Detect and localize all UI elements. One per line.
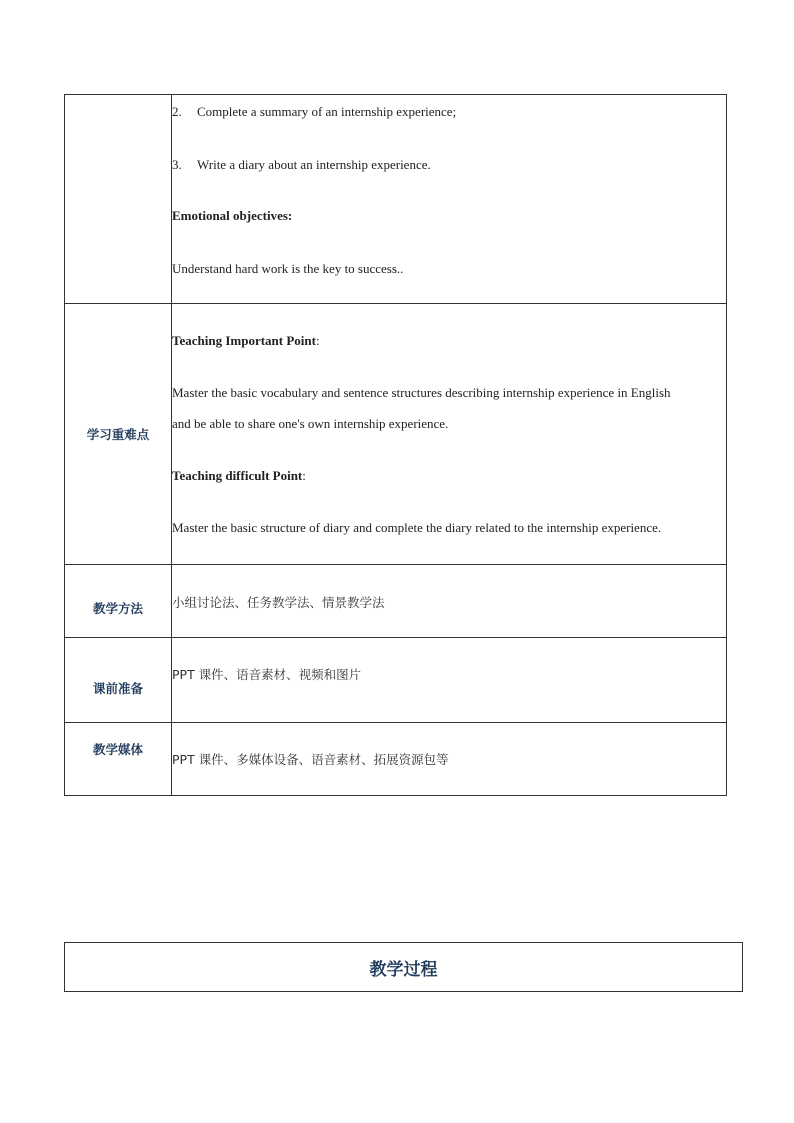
objective-text: Complete a summary of an internship experience; [197,104,457,119]
key-points-cell [172,304,727,565]
colon: : [315,333,320,348]
objective-number: 2. [172,104,182,119]
table-row-methods [65,565,727,638]
row-label-media: 教学媒体 [65,723,172,796]
objectives-cell [172,95,727,304]
row-label-methods: 教学方法 [65,565,172,638]
colon: : [302,467,306,483]
media-cell: PPT 课件、多媒体设备、语音素材、拓展资源包等 [172,723,727,796]
difficult-point-text: Master the basic structure of diary and complete the diary related to the internship experience. [172,520,662,536]
table-row-media [65,723,727,796]
difficult-point-heading [172,468,726,484]
teaching-process-header [64,942,743,992]
important-point-text-line1: Master the basic vocabulary and sentence structures describing internship experience in English [172,384,671,400]
difficult-point-label: Teaching difficult Point [172,467,303,483]
table-row-key-points [65,304,727,565]
methods-cell: 小组讨论法、任务教学法、情景教学法 [172,565,727,638]
preparation-cell: PPT 课件、语音素材、视频和图片 [172,638,727,723]
important-point-text-line2: and be able to share one's own internship experience. [172,416,449,432]
objective-number: 3. [172,156,182,172]
lesson-plan-table [64,94,727,796]
table-row-objectives [65,95,727,304]
important-point-heading [172,333,726,349]
row-label-key-points: 学习重难点 [65,304,172,565]
objective-item-2 [172,104,726,120]
objective-text: Write a diary about an internship experience. [197,156,431,172]
objective-item-3 [172,157,726,173]
teaching-process-title: 教学过程 [369,959,438,980]
emotional-objectives-heading: Emotional objectives: [172,208,293,224]
row-label-preparation: 课前准备 [65,638,172,723]
table-row-preparation [65,638,727,723]
important-point-label: Teaching Important Point [172,333,316,348]
row-label-empty [65,95,172,304]
emotional-objective-text: Understand hard work is the key to success.. [172,260,404,276]
